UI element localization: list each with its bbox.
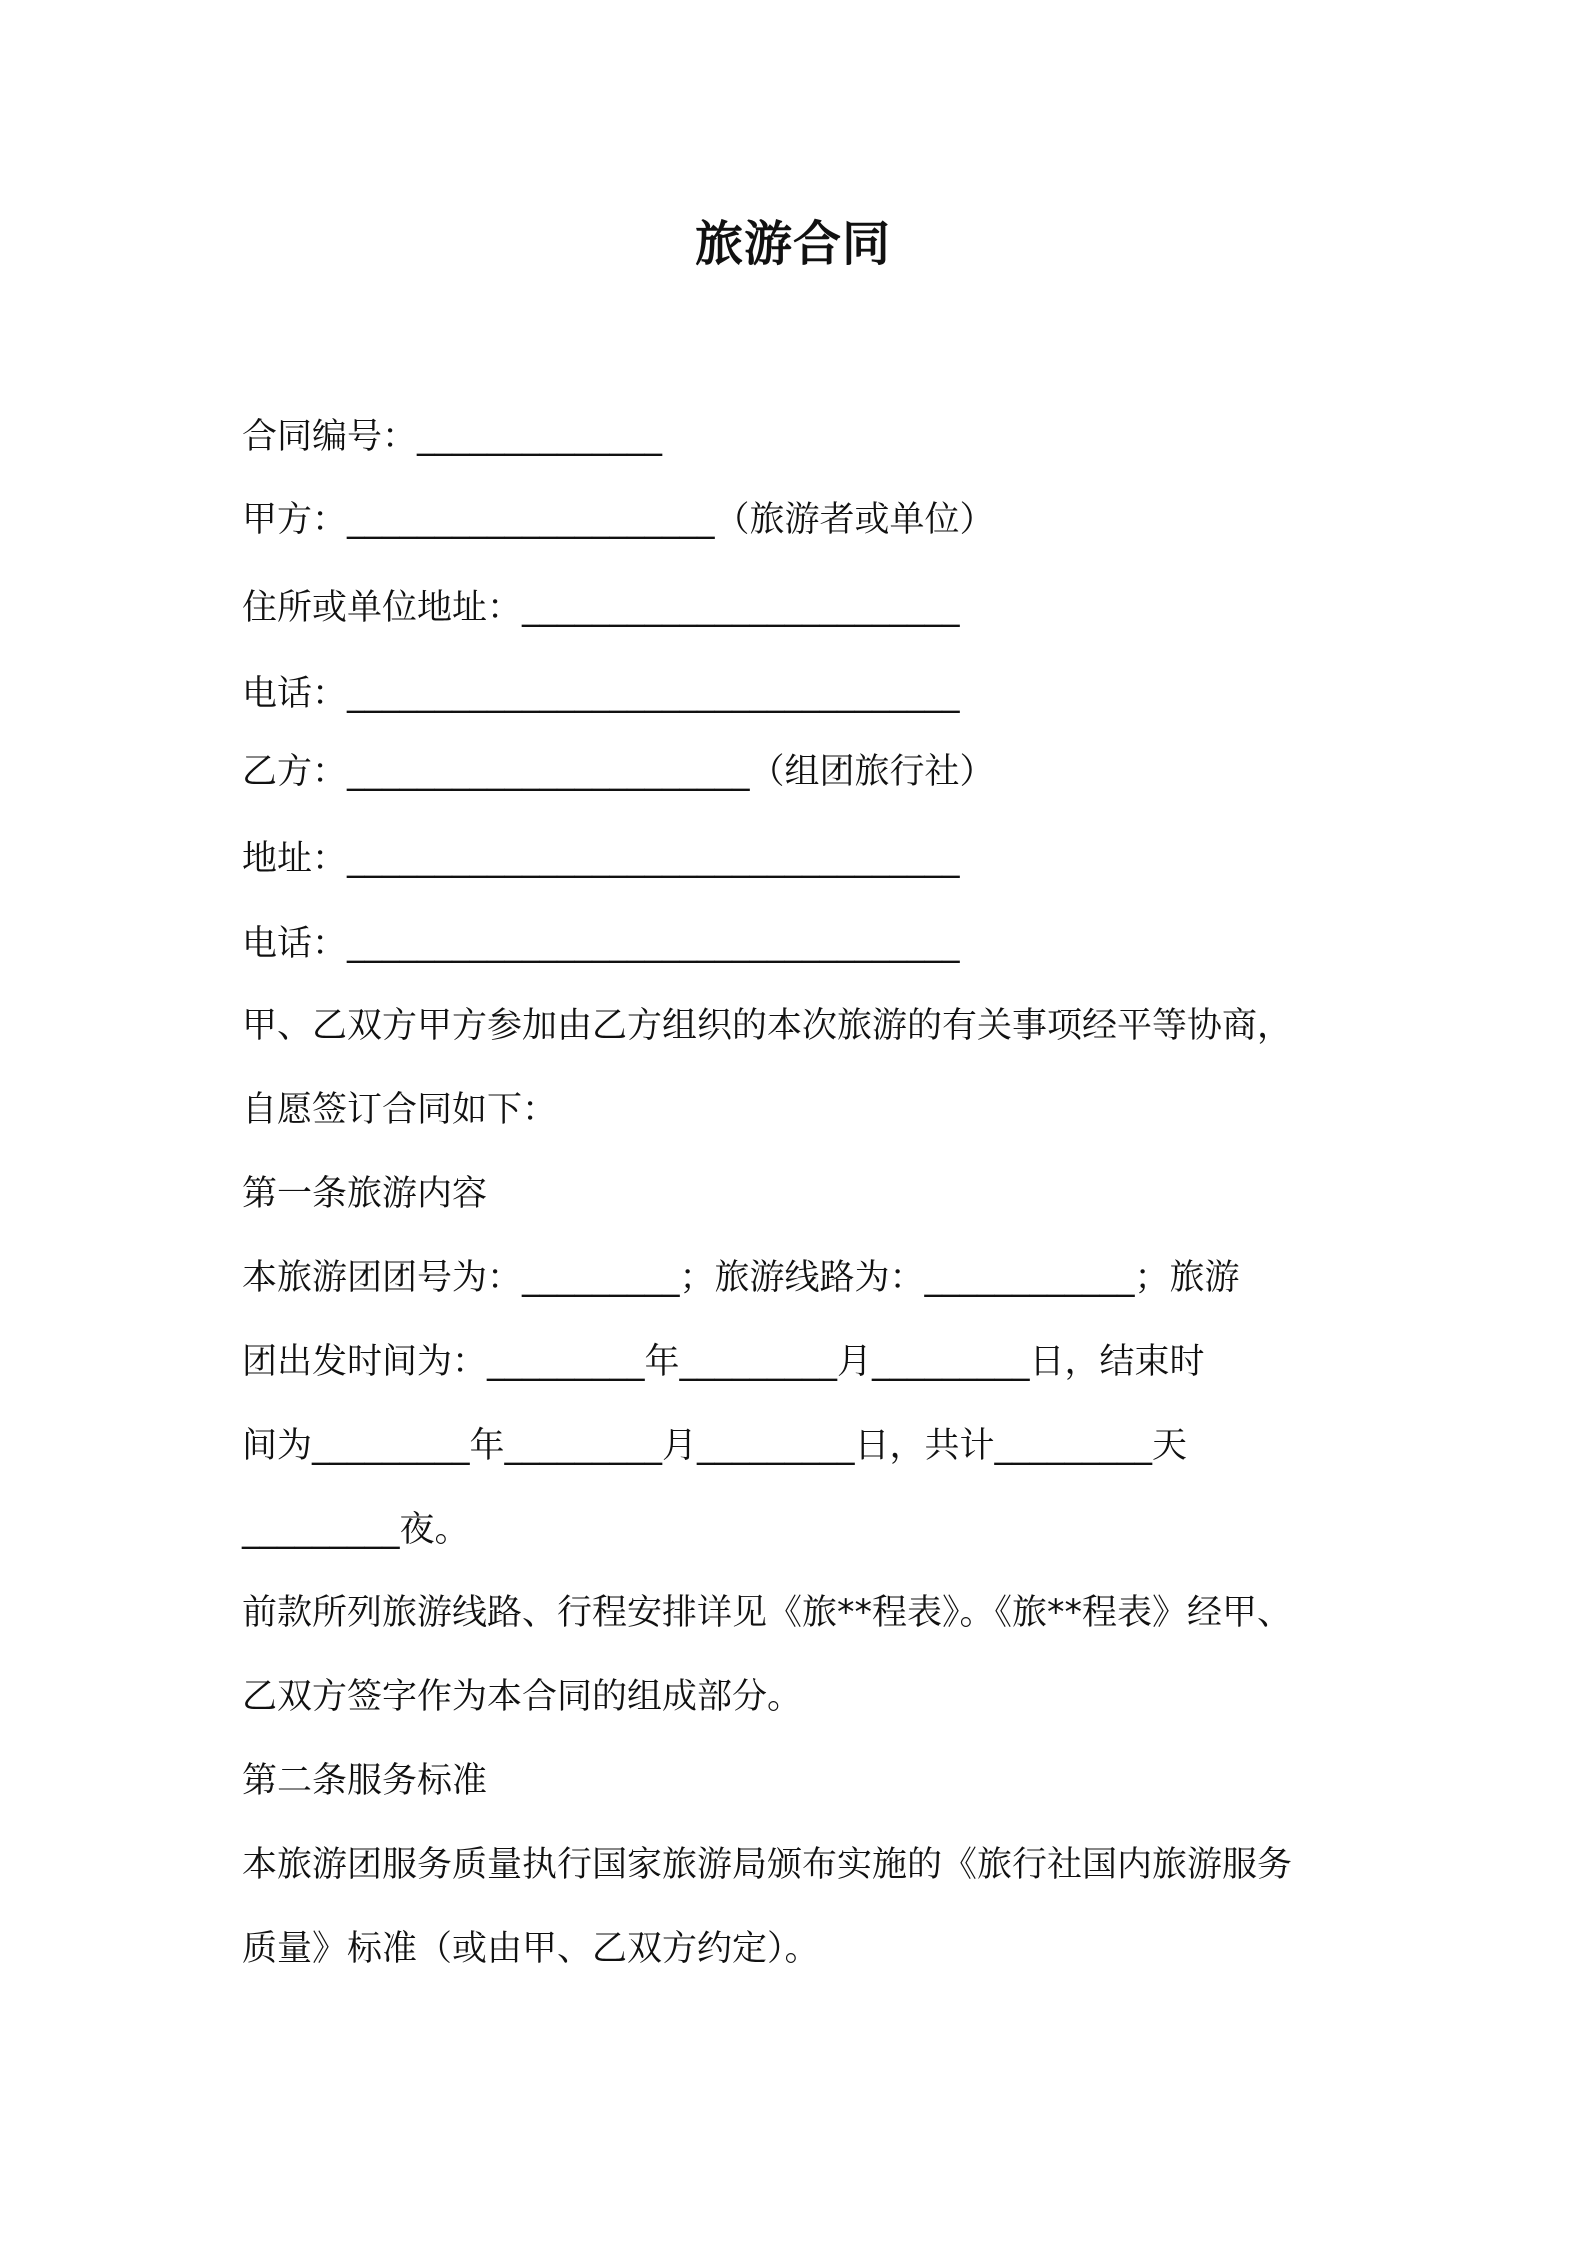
- party-b-field: 乙方：_______________________（组团旅行社）: [242, 752, 995, 792]
- party-a-address-field: 住所或单位地址：_________________________: [242, 588, 960, 628]
- article-1-line-4: _________夜。: [242, 1510, 470, 1550]
- article-2-heading: 第二条服务标准: [242, 1761, 488, 1801]
- document-title: 旅游合同: [694, 216, 891, 272]
- article-2-line-1: 本旅游团服务质量执行国家旅游局颁布实施的《旅行社国内旅游服务: [242, 1845, 1293, 1885]
- article-1-line-2: 团出发时间为：_________年_________月_________日，结束时: [242, 1342, 1205, 1382]
- party-a-phone-field: 电话：___________________________________: [242, 674, 960, 714]
- preamble-line-2: 自愿签订合同如下：: [242, 1090, 558, 1130]
- party-b-address-field: 地址：___________________________________: [242, 839, 960, 879]
- article-1-line-3: 间为_________年_________月_________日，共计_________天: [242, 1426, 1188, 1466]
- party-b-phone-field: 电话：___________________________________: [242, 924, 960, 964]
- party-a-field: 甲方：_____________________（旅游者或单位）: [242, 500, 995, 540]
- article-1-heading: 第一条旅游内容: [242, 1174, 488, 1214]
- contract-number-field: 合同编号：______________: [242, 417, 663, 457]
- article-1-line-6: 乙双方签字作为本合同的组成部分。: [242, 1677, 803, 1717]
- article-1-line-1: 本旅游团团号为：_________；旅游线路为：____________；旅游: [242, 1258, 1240, 1298]
- article-1-line-5: 前款所列旅游线路、行程安排详见《旅**程表》。《旅**程表》经甲、: [242, 1593, 1293, 1633]
- preamble-line-1: 甲、乙双方甲方参加由乙方组织的本次旅游的有关事项经平等协商，: [242, 1006, 1293, 1046]
- article-2-line-2: 质量》标准（或由甲、乙双方约定）。: [242, 1929, 820, 1969]
